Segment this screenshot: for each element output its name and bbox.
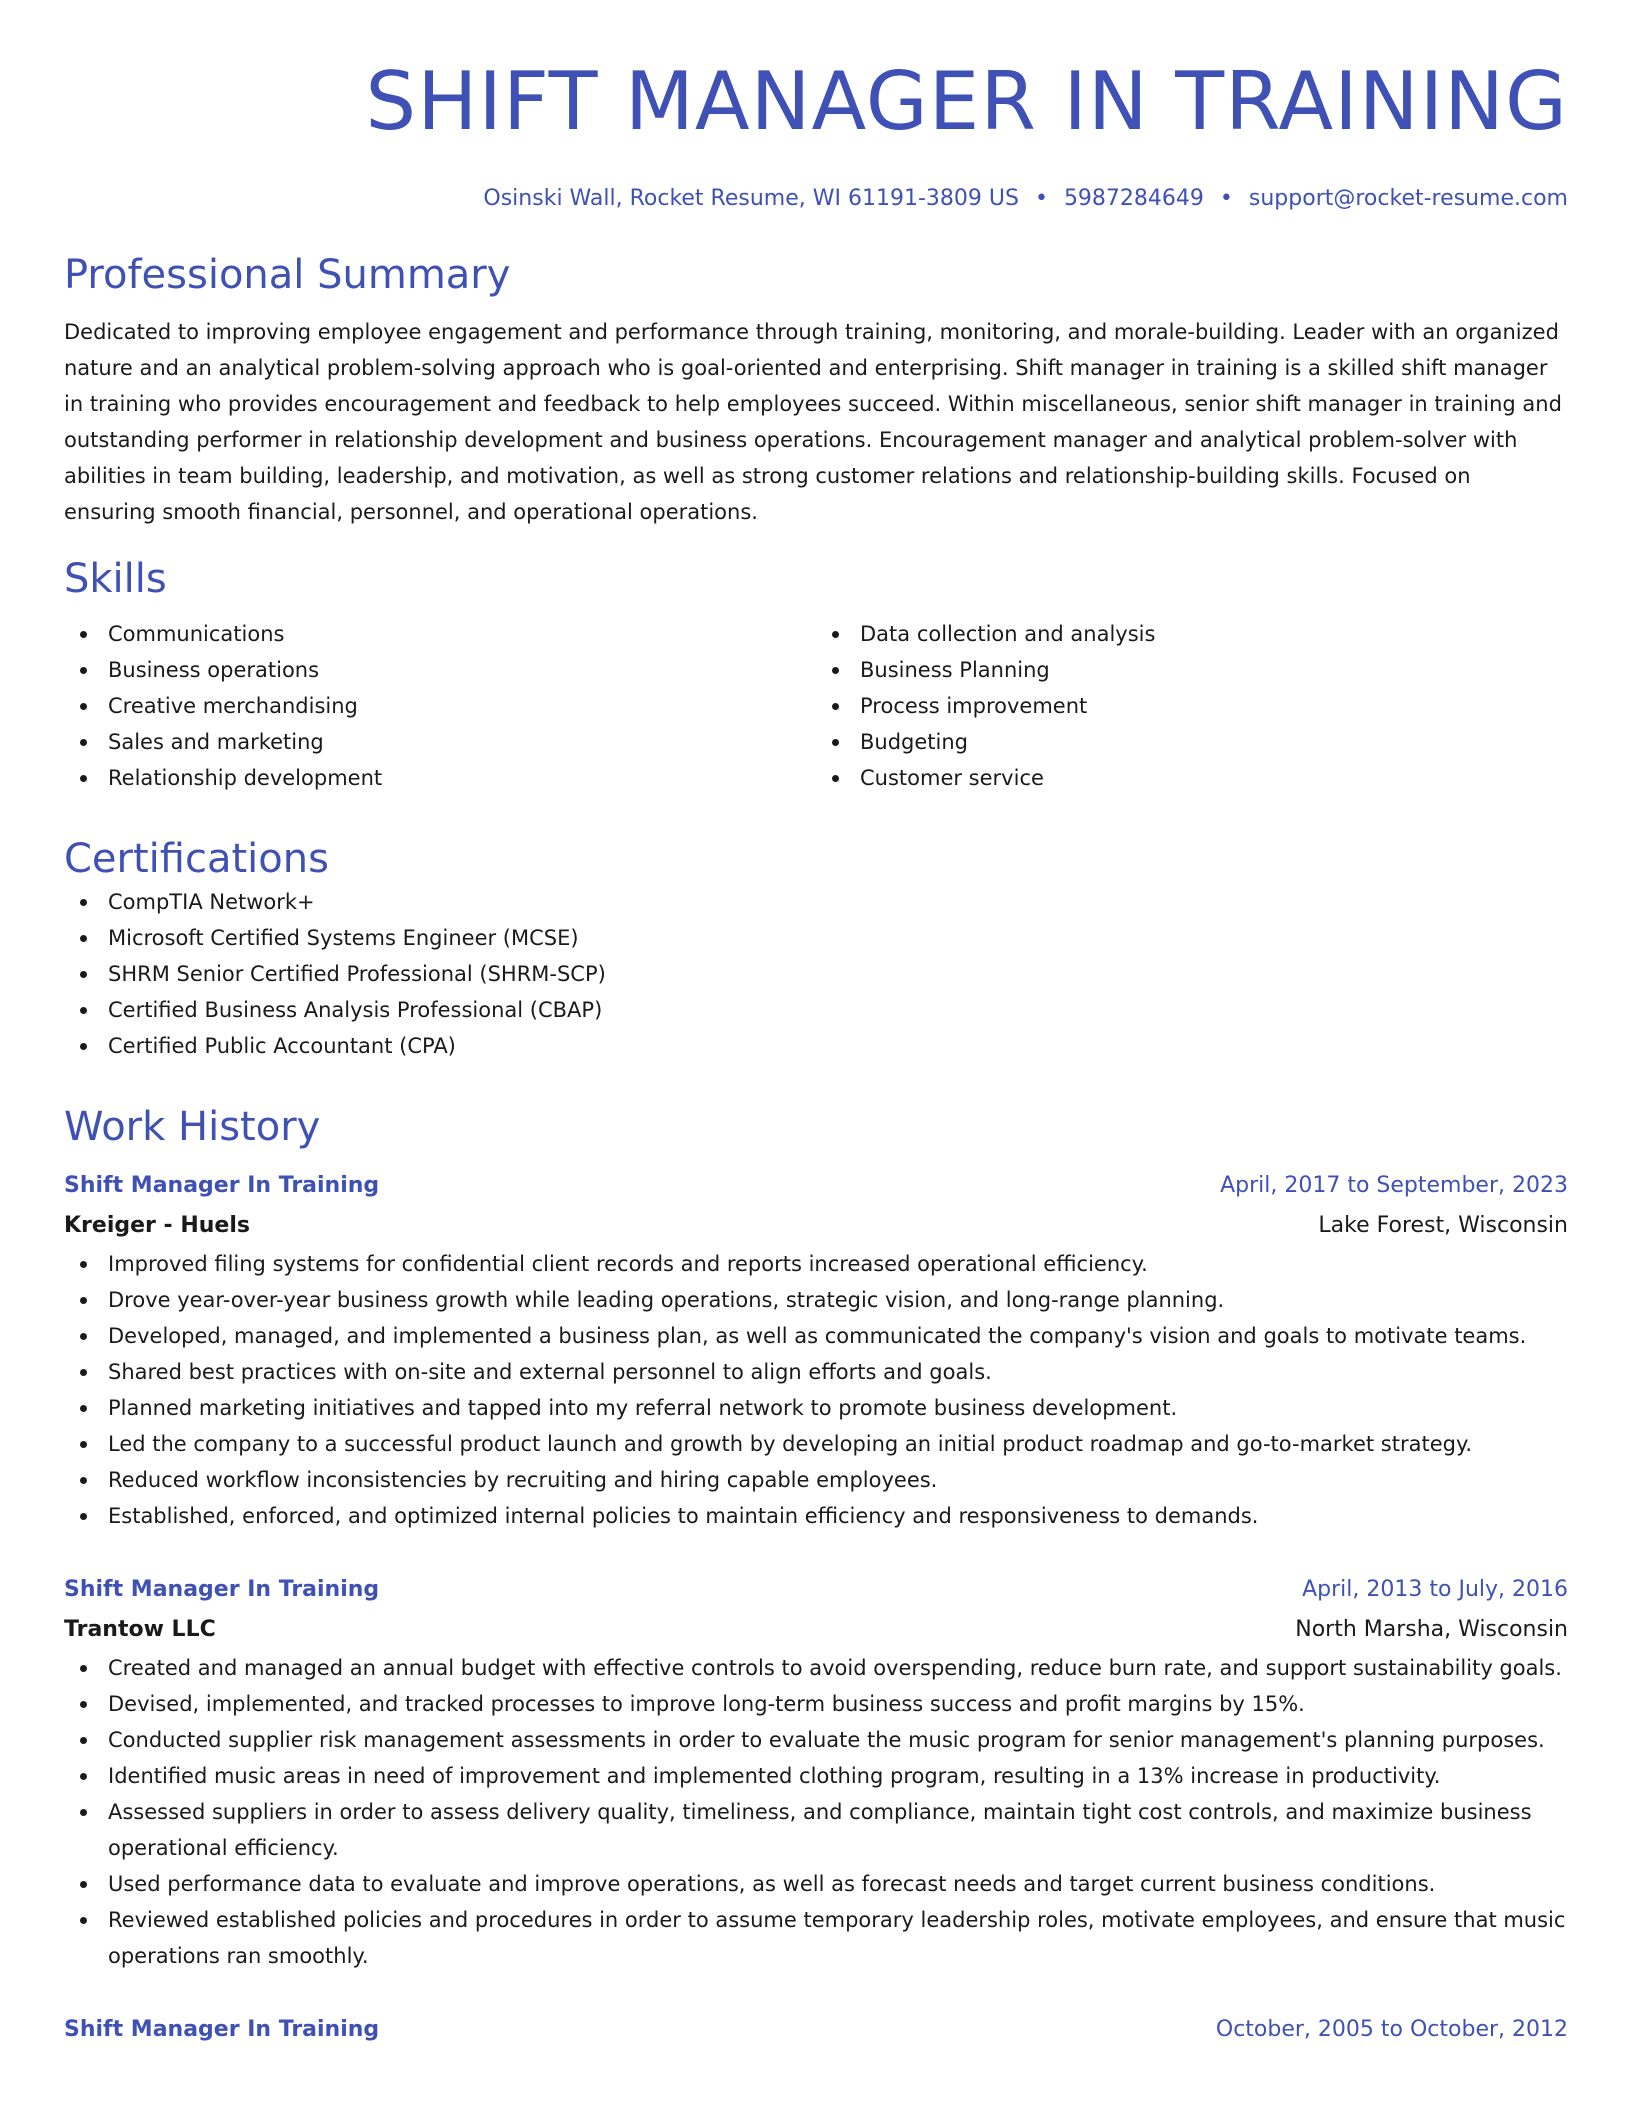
certification-item: SHRM Senior Certified Professional (SHRM-SCP) <box>64 956 1568 992</box>
job-company: Kreiger - Huels <box>64 1213 250 1238</box>
job-dates: April, 2013 to July, 2016 <box>1302 1577 1568 1602</box>
contact-address: Osinski Wall, Rocket Resume, WI 61191-3809 US <box>483 186 1019 211</box>
candidate-name: SHIFT MANAGER IN TRAINING <box>365 55 1568 148</box>
certification-item: Microsoft Certified Systems Engineer (MCSE) <box>64 920 1568 956</box>
certification-item: Certified Business Analysis Professional (CBAP) <box>64 992 1568 1028</box>
job-bullet: Devised, implemented, and tracked processes to improve long-term business success and profit margins by 15%. <box>64 1686 1568 1722</box>
job-dates: April, 2017 to September, 2023 <box>1220 1173 1568 1198</box>
job-bullet: Identified music areas in need of improvement and implemented clothing program, resulting in a 13% increase in productivity. <box>64 1758 1568 1794</box>
job-entry <box>64 1570 1568 1974</box>
skill-item: Creative merchandising <box>64 688 816 724</box>
job-bullet: Shared best practices with on-site and external personnel to align efforts and goals. <box>64 1354 1568 1390</box>
skill-item: Data collection and analysis <box>816 616 1568 652</box>
certification-list <box>64 884 1568 1064</box>
contact-line <box>64 184 1568 214</box>
skills-column-right <box>816 616 1568 796</box>
job-bullet: Drove year-over-year business growth while leading operations, strategic vision, and long-range planning. <box>64 1282 1568 1318</box>
section-title-summary: Professional Summary <box>64 252 511 298</box>
job-bullet: Developed, managed, and implemented a business plan, as well as communicated the company's vision and goals to motivate teams. <box>64 1318 1568 1354</box>
job-dates: October, 2005 to October, 2012 <box>1215 2017 1568 2042</box>
contact-phone[interactable]: 5987284649 <box>1063 186 1204 211</box>
job-title: Shift Manager In Training <box>64 1577 380 1602</box>
job-title: Shift Manager In Training <box>64 1173 380 1198</box>
job-company: Trantow LLC <box>64 1617 216 1642</box>
skill-item: Customer service <box>816 760 1568 796</box>
job-bullet: Established, enforced, and optimized internal policies to maintain efficiency and responsiveness to demands. <box>64 1498 1568 1534</box>
job-header-row <box>64 2010 1568 2050</box>
job-entry <box>64 2010 1568 2050</box>
section-title-certifications: Certifications <box>64 836 329 882</box>
job-company-row <box>64 1206 1568 1246</box>
job-location: Lake Forest, Wisconsin <box>1318 1213 1568 1238</box>
skill-item: Business operations <box>64 652 816 688</box>
contact-email[interactable]: support@rocket-resume.com <box>1248 186 1568 211</box>
job-bullet: Used performance data to evaluate and improve operations, as well as forecast needs and target current business conditions. <box>64 1866 1568 1902</box>
section-title-work-history: Work History <box>64 1104 321 1150</box>
job-entry <box>64 1166 1568 1534</box>
job-bullet: Reduced workflow inconsistencies by recruiting and hiring capable employees. <box>64 1462 1568 1498</box>
job-header-row <box>64 1570 1568 1610</box>
skill-item: Sales and marketing <box>64 724 816 760</box>
contact-separator: • <box>1034 186 1048 211</box>
job-header-row <box>64 1166 1568 1206</box>
job-bullet: Reviewed established policies and procedures in order to assume temporary leadership roles, motivate employees, and ensure that music operations ran smoothly. <box>64 1902 1568 1974</box>
certification-item: Certified Public Accountant (CPA) <box>64 1028 1568 1064</box>
job-location: North Marsha, Wisconsin <box>1295 1617 1568 1642</box>
skill-item: Business Planning <box>816 652 1568 688</box>
skills-grid <box>64 616 1568 796</box>
section-title-skills: Skills <box>64 556 167 602</box>
skill-item: Communications <box>64 616 816 652</box>
job-bullet-list <box>64 1650 1568 1974</box>
job-bullet: Planned marketing initiatives and tapped into my referral network to promote business development. <box>64 1390 1568 1426</box>
skills-column-left <box>64 616 816 796</box>
job-bullet: Assessed suppliers in order to assess delivery quality, timeliness, and compliance, maintain tight cost controls, and maximize business operational efficiency. <box>64 1794 1568 1866</box>
job-bullet: Led the company to a successful product launch and growth by developing an initial product roadmap and go-to-market strategy. <box>64 1426 1568 1462</box>
skill-item: Process improvement <box>816 688 1568 724</box>
job-title: Shift Manager In Training <box>64 2017 380 2042</box>
job-bullet: Improved filing systems for confidential client records and reports increased operational efficiency. <box>64 1246 1568 1282</box>
summary-text: Dedicated to improving employee engagement and performance through training, monitoring, and morale-building. Leader with an organized nature and an analytical problem-solving approach who is goal-oriented and enterprising. Shift manager in training is a skilled shift manager in training who provides encouragement and feedback to help employees succeed. Within miscellaneous, senior shift manager in training and outstanding performer in relationship development and business operations. Encouragement manager and analytical problem-solver with abilities in team building, leadership, and motivation, as well as strong customer relations and relationship-building skills. Focused on ensuring smooth financial, personnel, and operational operations. <box>64 320 1562 524</box>
job-bullet: Created and managed an annual budget with effective controls to avoid overspending, reduce burn rate, and support sustainability goals. <box>64 1650 1568 1686</box>
certification-item: CompTIA Network+ <box>64 884 1568 920</box>
job-bullet: Conducted supplier risk management assessments in order to evaluate the music program for senior management's planning purposes. <box>64 1722 1568 1758</box>
contact-separator: • <box>1219 186 1233 211</box>
job-bullet-list <box>64 1246 1568 1534</box>
job-company-row <box>64 1610 1568 1650</box>
skill-item: Relationship development <box>64 760 816 796</box>
skill-item: Budgeting <box>816 724 1568 760</box>
